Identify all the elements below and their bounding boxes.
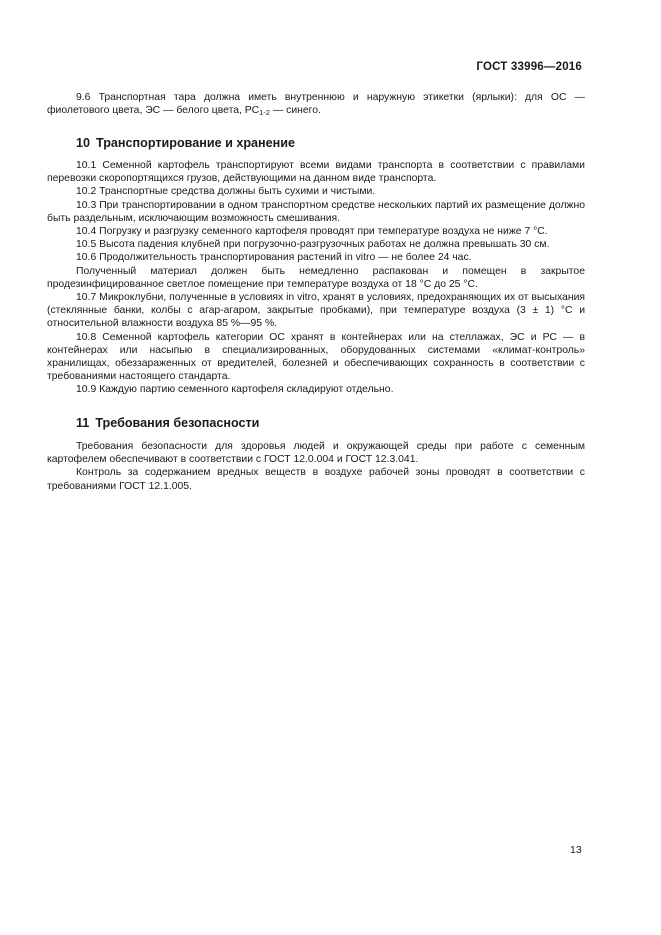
section-10-body xyxy=(47,159,585,397)
paragraph-10-7: 10.7 Микроклубни, полученные в условиях in vitro, хранят в условиях, предохраняющих их от высыхания (стеклянные банки, колбы с агар-агаром, закрытые пробками), при температуре воздуха (3 ± 1) °С и относительной влажности воздуха 85 %—95 %. xyxy=(47,292,585,330)
paragraph-9-6: 9.6 Транспортная тара должна иметь внутреннюю и наружную этикетки (ярлыки): для ОС — фиолетового цвета, ЭС — белого цвета, $РС_{1-2}$ — синего. xyxy=(47,92,585,118)
paragraph-10-4: 10.4 Погрузку и разгрузку семенного картофеля проводят при температуре воздуха не ниже 7 °С. xyxy=(76,226,548,238)
paragraph-10-6-continued: Полученный материал должен быть немедленно распакован и помещен в закрытое продезинфицированное светлое помещение при температуре воздуха от 18 °С до 25 °С. xyxy=(47,265,585,290)
paragraph-11-b: Контроль за содержанием вредных веществ в воздухе рабочей зоны проводят в соответствии с требованиями ГОСТ 12.1.005. xyxy=(47,467,585,492)
page-number: 13 xyxy=(570,844,582,856)
paragraph-10-8: 10.8 Семенной картофель категории ОС хранят в контейнерах или на стеллажах, ЭС и РС — в контейнерах или насыпью в специализированных, оборудованных системами «климат-контроль» хранилищах, обеззараженных от вредителей, болезней и обеспечивающих сохранность в соответствии с требованиями настоящего стандарта. xyxy=(47,331,585,383)
section-10-heading xyxy=(76,136,295,150)
paragraph-10-2: 10.2 Транспортные средства должны быть сухими и чистыми. xyxy=(76,186,376,198)
paragraph-10-5: 10.5 Высота падения клубней при погрузочно-разгрузочных работах не должна превышать 30 см. xyxy=(76,239,550,251)
paragraph-10-3: 10.3 При транспортировании в одном транспортном средстве нескольких партий их размещение должно быть раздельным, исключающим возможность смешивания. xyxy=(47,199,585,224)
document-code-header: ГОСТ 33996—2016 xyxy=(476,61,582,73)
section-11-number: 11 xyxy=(76,416,90,430)
paragraph-10-1: 10.1 Семенной картофель транспортируют всеми видами транспорта в соответствии с правилами перевозки скоропортящихся грузов, действующими на данном виде транспорта. xyxy=(47,160,585,185)
paragraph-10-6: 10.6 Продолжительность транспортирования растений in vitro — не более 24 час. xyxy=(76,252,472,264)
paragraph-11-a: Требования безопасности для здоровья людей и окружающей среды при работе с семенным картофелем обеспечивают в соответствии с ГОСТ 12.0.004 и ГОСТ 12.3.041. xyxy=(47,441,585,466)
section-11-title: Требования безопасности xyxy=(95,416,260,430)
paragraph-10-9: 10.9 Каждую партию семенного картофеля складируют отдельно. xyxy=(76,384,394,396)
section-11-heading xyxy=(76,416,259,430)
section-10-title: Транспортирование и хранение xyxy=(96,136,295,150)
paragraph-9-6-block xyxy=(47,91,585,117)
section-11-body xyxy=(47,440,585,493)
section-10-number: 10 xyxy=(76,136,91,150)
